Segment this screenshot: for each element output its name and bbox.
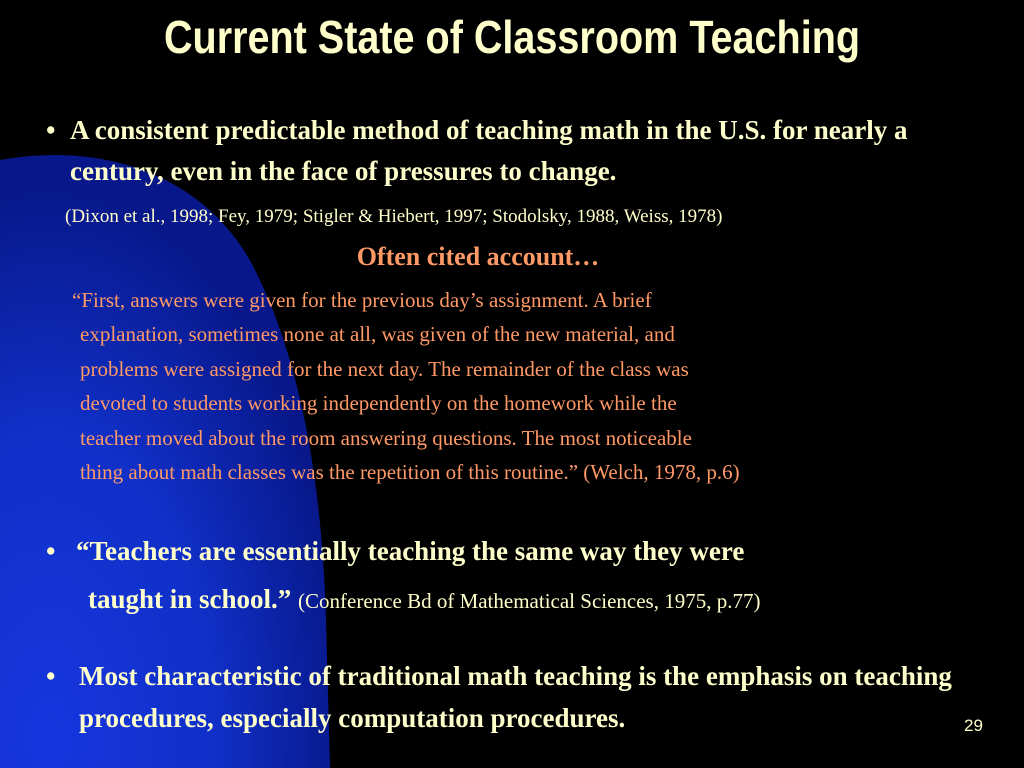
bullet-line: “Teachers are essentially teaching the same way they were xyxy=(76,536,745,566)
bullet-text: A consistent predictable method of teaching math in the U.S. for nearly a century, even in the face of pressures to change. xyxy=(70,115,908,186)
bullet-line xyxy=(88,575,1016,625)
citation-cbms: (Conference Bd of Mathematical Sciences, 1975, p.77) xyxy=(298,589,761,613)
quote-line: teacher moved about the room answering questions. The most noticeable xyxy=(80,425,692,450)
bullet-dot: • xyxy=(46,536,56,566)
quote-line: “First, answers were given for the previous day’s assignment. A brief xyxy=(72,288,652,312)
bullet-procedures xyxy=(46,655,1016,739)
bullet-consistent-method xyxy=(46,110,1006,192)
quote-line: thing about math classes was the repetition of this routine.” (Welch, 1978, p.6) xyxy=(80,460,740,485)
bullet-dot: • xyxy=(46,115,56,145)
page-number: 29 xyxy=(964,716,983,735)
citation-dixon: (Dixon et al., 1998; Fey, 1979; Stigler & Hiebert, 1997; Stodolsky, 1988, Weiss, 1978) xyxy=(65,206,723,227)
bullet-dot: • xyxy=(46,661,56,691)
quote-heading: Often cited account… xyxy=(356,242,600,271)
quote-line: devoted to students working independently on the homework while the xyxy=(80,391,677,416)
bullet-line-text: taught in school.” xyxy=(88,584,292,614)
bullet-text: Most characteristic of traditional math teaching is the emphasis on teaching procedures, especially computation procedures. xyxy=(79,661,952,733)
welch-quote xyxy=(72,283,1002,489)
quote-line: explanation, sometimes none at all, was given of the new material, and xyxy=(80,322,675,347)
quote-line: problems were assigned for the next day. The remainder of the class was xyxy=(80,356,689,381)
slide-title: Current State of Classroom Teaching xyxy=(163,11,861,63)
bullet-teachers-same-way xyxy=(46,527,1016,625)
